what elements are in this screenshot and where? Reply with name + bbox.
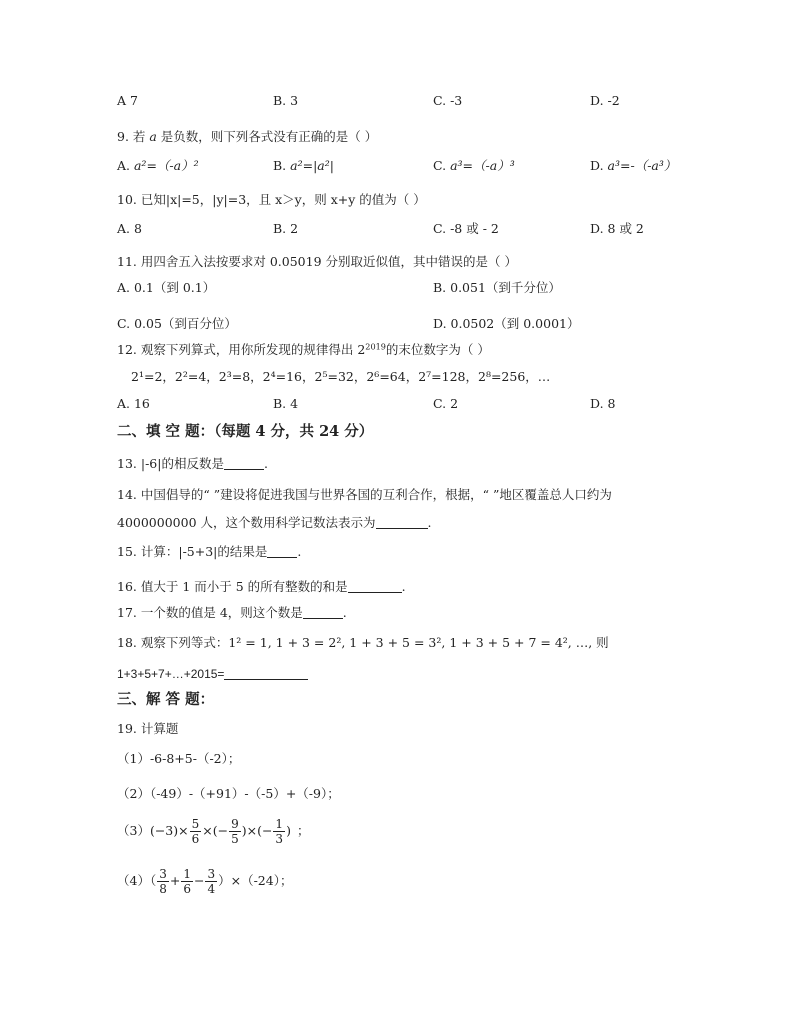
q17 <box>117 607 347 620</box>
q12-option-a: A. 16 <box>117 396 150 411</box>
q9-option-b-label: B. <box>273 158 291 173</box>
q19-part-4-label: （4）（ <box>117 873 157 889</box>
q16-end: . <box>401 579 406 594</box>
q19-part-3-term-b: ×(− <box>202 823 229 839</box>
q19-part-1: （1）-6-8+5-（-2）； <box>117 751 241 766</box>
q17-answer-blank[interactable] <box>303 608 343 619</box>
fraction-denominator: 6 <box>183 882 191 896</box>
q14-line1: 14. 中国倡导的“ ”建设将促进我国与世界各国的互利合作，根据，“ ”地区覆盖总人口约为 <box>117 487 612 502</box>
plus-sign: + <box>169 873 181 889</box>
fraction-numerator: 3 <box>159 867 167 881</box>
q16 <box>117 581 406 594</box>
q11-option-d: D. 0.0502（到 0.0001） <box>433 316 580 331</box>
q12-sequence: 2¹=2，2²=4，2³=8，2⁴=16，2⁵=32，2⁶=64，2⁷=128，2⁸=256，… <box>131 369 551 384</box>
q9-option-d-label: D. <box>590 158 608 173</box>
fraction <box>190 818 202 845</box>
q16-text: 16. 值大于 1 而小于 5 的所有整数的和是 <box>117 579 348 594</box>
q18-line2-text: 1+3+5+7+…+2015= <box>117 667 225 681</box>
q17-end: . <box>342 605 347 620</box>
fraction <box>157 868 169 895</box>
fraction <box>229 818 241 845</box>
q12-option-b: B. 4 <box>273 396 299 411</box>
fraction-denominator: 8 <box>159 882 167 896</box>
fraction-numerator: 3 <box>207 867 216 881</box>
q16-answer-blank[interactable] <box>348 582 402 593</box>
q19-part-3-term-a: (−3)× <box>149 823 189 839</box>
fraction-numerator: 9 <box>231 817 239 831</box>
q17-text: 17. 一个数的值是 4，则这个数是 <box>117 605 303 620</box>
q12-stem-prefix: 12. 观察下列算式，用你所发现的规律得出 2 <box>117 342 366 357</box>
q14-line2-text: 4000000000 人，这个数用科学记数法表示为 <box>117 515 376 530</box>
q10-option-c: C. -8 或 - 2 <box>433 221 499 236</box>
q8-option-b: B. 3 <box>273 93 299 108</box>
q10-option-d: D. 8 或 2 <box>590 221 644 236</box>
q9-stem-prefix: 9. 若 <box>117 129 150 144</box>
q14-answer-blank[interactable] <box>376 518 428 529</box>
q9-stem <box>117 131 377 144</box>
q10-stem: 10. 已知|x|=5，|y|=3，且 x＞y，则 x+y 的值为（ ） <box>117 192 426 207</box>
q13-end: . <box>263 456 268 471</box>
q19-part-3-end: ； <box>296 823 310 839</box>
q11-option-c: C. 0.05（到百分位） <box>117 316 237 331</box>
q19-part-2: （2）（-49）-（+91）-（-5）+（-9）； <box>117 786 340 801</box>
fraction-denominator: 4 <box>207 882 216 896</box>
q19-part-3-label: （3） <box>117 823 150 839</box>
section-2-title: 二、填 空 题：（每题 4 分，共 24 分） <box>117 423 374 440</box>
fraction-denominator: 5 <box>231 832 239 846</box>
q18-line2 <box>117 668 308 680</box>
q13 <box>117 458 268 471</box>
q11-option-a: A. 0.1（到 0.1） <box>117 280 216 295</box>
q14-line2 <box>117 517 432 530</box>
minus-sign: − <box>193 873 205 889</box>
q15 <box>117 546 301 559</box>
q19-part-3-term-d: ) <box>286 823 291 839</box>
q8-option-d: D. -2 <box>590 93 620 108</box>
fraction <box>181 868 193 895</box>
fraction <box>205 868 217 895</box>
q12-option-c: C. 2 <box>433 396 459 411</box>
q15-end: . <box>297 544 302 559</box>
q10-option-b: B. 2 <box>273 221 299 236</box>
fraction-numerator: 1 <box>275 817 284 831</box>
q9-option-a-label: A. <box>117 158 134 173</box>
q13-text: 13. |-6|的相反数是 <box>117 456 224 471</box>
q10-option-a: A. 8 <box>117 221 142 236</box>
q9-option-a-math: a²=（-a）² <box>133 158 199 173</box>
q9-option-b-math: a²=|a²| <box>290 158 334 173</box>
q9-option-d-math: a³=-（-a³） <box>607 158 677 173</box>
q9-option-c-label: C. <box>433 158 451 173</box>
fraction-denominator: 3 <box>275 832 284 846</box>
q9-option-d <box>590 160 676 173</box>
q19-part-4 <box>117 868 292 895</box>
q13-answer-blank[interactable] <box>224 459 264 470</box>
q12-stem-suffix: 的末位数字为（ ） <box>385 342 490 357</box>
fraction <box>273 818 285 845</box>
q19-part-4-end: ）×（-24）； <box>218 873 293 889</box>
q9-stem-suffix: 是负数，则下列各式没有正确的是（ ） <box>156 129 378 144</box>
q18-line1: 18. 观察下列等式：1² = 1, 1 + 3 = 2², 1 + 3 + 5 = 3², 1 + 3 + 5 + 7 = 4², …, 则 <box>117 635 609 650</box>
q8-option-a: A 7 <box>117 93 138 108</box>
q8-option-c: C. -3 <box>433 93 463 108</box>
fraction-denominator: 6 <box>191 832 200 846</box>
q18-answer-blank[interactable] <box>224 669 308 680</box>
q9-option-a <box>117 160 199 173</box>
q15-answer-blank[interactable] <box>267 547 297 558</box>
q19-title: 19. 计算题 <box>117 721 179 736</box>
q11-option-b: B. 0.051（到千分位） <box>433 280 561 295</box>
q19-part-3 <box>117 818 309 845</box>
q9-variable: a <box>149 129 157 144</box>
fraction-numerator: 1 <box>183 867 191 881</box>
q12-option-d: D. 8 <box>590 396 616 411</box>
q9-option-c-math: a³=（-a）³ <box>450 158 515 173</box>
q15-text: 15. 计算：|-5+3|的结果是 <box>117 544 268 559</box>
q9-option-b <box>273 160 334 173</box>
fraction-numerator: 5 <box>191 817 200 831</box>
q11-stem: 11. 用四舍五入法按要求对 0.05019 分别取近似值，其中错误的是（ ） <box>117 254 517 269</box>
q19-part-3-term-c: )×(− <box>241 823 273 839</box>
q12-stem <box>117 341 490 357</box>
q9-option-c <box>433 160 515 173</box>
q12-exponent: 2019 <box>365 341 386 352</box>
q14-end: . <box>427 515 432 530</box>
section-3-title: 三、解 答 题： <box>117 691 215 708</box>
